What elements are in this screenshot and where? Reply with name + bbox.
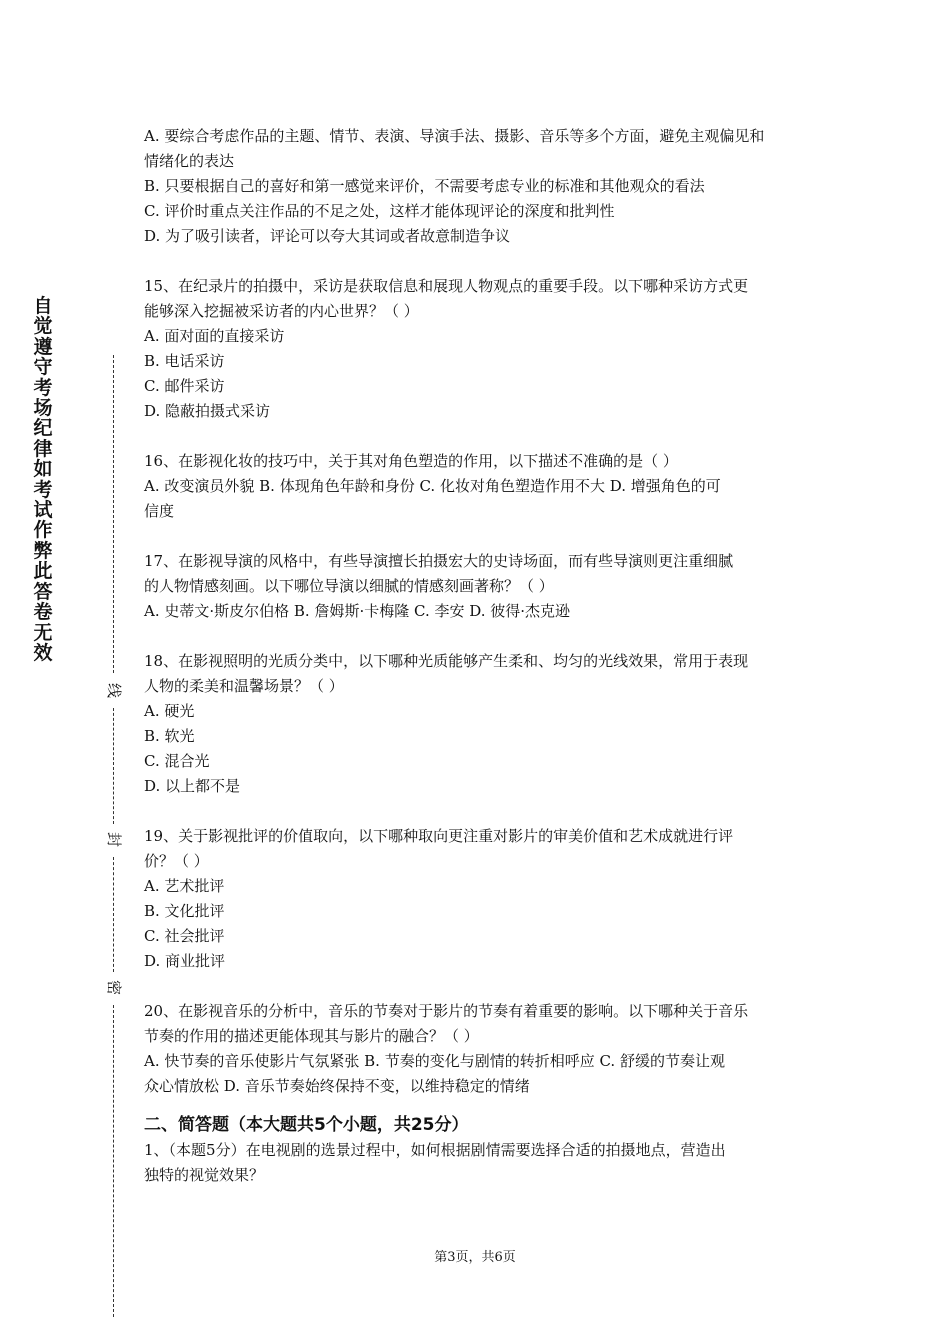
q14-option-d: D. 为了吸引读者，评论可以夸大其词或者故意制造争议 — [144, 227, 511, 245]
q16-stem: 16、在影视化妆的技巧中，关于其对角色塑造的作用，以下描述不准确的是（ ） — [144, 452, 678, 470]
q17-options: A. 史蒂文·斯皮尔伯格 B. 詹姆斯·卡梅隆 C. 李安 D. 彼得·杰克逊 — [144, 602, 571, 620]
short-answer-q1-cont: 独特的视觉效果？ — [144, 1166, 265, 1184]
q20-stem-cont: 节奏的作用的描述更能体现其与影片的融合？（ ） — [144, 1027, 479, 1045]
page-footer: 第3页，共6页 — [434, 1250, 516, 1265]
q14-option-a: A. 要综合考虑作品的主题、情节、表演、导演手法、摄影、音乐等多个方面，避免主观偏见和 — [144, 127, 765, 145]
binding-dashed-line — [113, 1005, 114, 1317]
q19-stem-cont: 价？（ ） — [144, 852, 209, 870]
section-short-answer — [144, 1112, 812, 1188]
binding-mark-seal: 封 — [105, 831, 124, 848]
question-14-options — [144, 124, 812, 249]
question-15 — [144, 274, 812, 424]
exam-content — [144, 124, 812, 1188]
q15-option-c: C. 邮件采访 — [144, 377, 225, 395]
q19-option-b: B. 文化批评 — [144, 902, 225, 920]
q19-stem: 19、关于影视批评的价值取向，以下哪种取向更注重对影片的审美价值和艺术成就进行评 — [144, 827, 734, 845]
q19-option-c: C. 社会批评 — [144, 927, 225, 945]
q20-options-cont: 众心情放松 D. 音乐节奏始终保持不变，以维持稳定的情绪 — [144, 1077, 530, 1095]
q15-option-d: D. 隐蔽拍摄式采访 — [144, 402, 271, 420]
q14-option-a-cont: 情绪化的表达 — [144, 152, 235, 170]
q18-option-c: C. 混合光 — [144, 752, 210, 770]
q17-stem-cont: 的人物情感刻画。以下哪位导演以细腻的情感刻画著称？（ ） — [144, 577, 554, 595]
question-20 — [144, 999, 812, 1099]
q16-options: A. 改变演员外貌 B. 体现角色年龄和身份 C. 化妆对角色塑造作用不大 D. 增强角色的可 — [144, 477, 721, 495]
q14-option-b: B. 只要根据自己的喜好和第一感觉来评价，不需要考虑专业的标准和其他观众的看法 — [144, 177, 705, 195]
binding-dashed-line — [113, 708, 114, 824]
q18-option-d: D. 以上都不是 — [144, 777, 241, 795]
q15-stem-cont: 能够深入挖掘被采访者的内心世界？（ ） — [144, 302, 419, 320]
short-answer-q1: 1、（本题5分）在电视剧的选景过程中，如何根据剧情需要选择合适的拍摄地点，营造出 — [144, 1141, 726, 1159]
q15-stem: 15、在纪录片的拍摄中，采访是获取信息和展现人物观点的重要手段。以下哪种采访方式更 — [144, 277, 749, 295]
binding-mark-line: 线 — [105, 682, 124, 699]
exam-discipline-notice: 自觉遵守考场纪律如考试作弊此答卷无效 — [33, 295, 53, 664]
q14-option-c: C. 评价时重点关注作品的不足之处，这样才能体现评论的深度和批判性 — [144, 202, 615, 220]
q18-stem: 18、在影视照明的光质分类中，以下哪种光质能够产生柔和、均匀的光线效果，常用于表现 — [144, 652, 749, 670]
q20-options: A. 快节奏的音乐使影片气氛紧张 B. 节奏的变化与剧情的转折相呼应 C. 舒缓的节奏让观 — [144, 1052, 725, 1070]
q18-option-a: A. 硬光 — [144, 702, 195, 720]
q18-option-b: B. 软光 — [144, 727, 195, 745]
q17-stem: 17、在影视导演的风格中，有些导演擅长拍摄宏大的史诗场面，而有些导演则更注重细腻 — [144, 552, 734, 570]
binding-dashed-line — [113, 355, 114, 673]
q19-option-d: D. 商业批评 — [144, 952, 226, 970]
q15-option-a: A. 面对面的直接采访 — [144, 327, 285, 345]
section-title: 二、简答题（本大题共5个小题，共25分） — [144, 1115, 469, 1135]
q16-options-cont: 信度 — [144, 502, 175, 520]
question-17 — [144, 549, 812, 624]
question-19 — [144, 824, 812, 974]
question-16 — [144, 449, 812, 524]
binding-dashed-line — [113, 857, 114, 972]
binding-mark-secret: 密 — [105, 979, 124, 996]
q20-stem: 20、在影视音乐的分析中，音乐的节奏对于影片的节奏有着重要的影响。以下哪种关于音乐 — [144, 1002, 749, 1020]
q18-stem-cont: 人物的柔美和温馨场景？（ ） — [144, 677, 344, 695]
question-18 — [144, 649, 812, 799]
q19-option-a: A. 艺术批评 — [144, 877, 225, 895]
q15-option-b: B. 电话采访 — [144, 352, 225, 370]
